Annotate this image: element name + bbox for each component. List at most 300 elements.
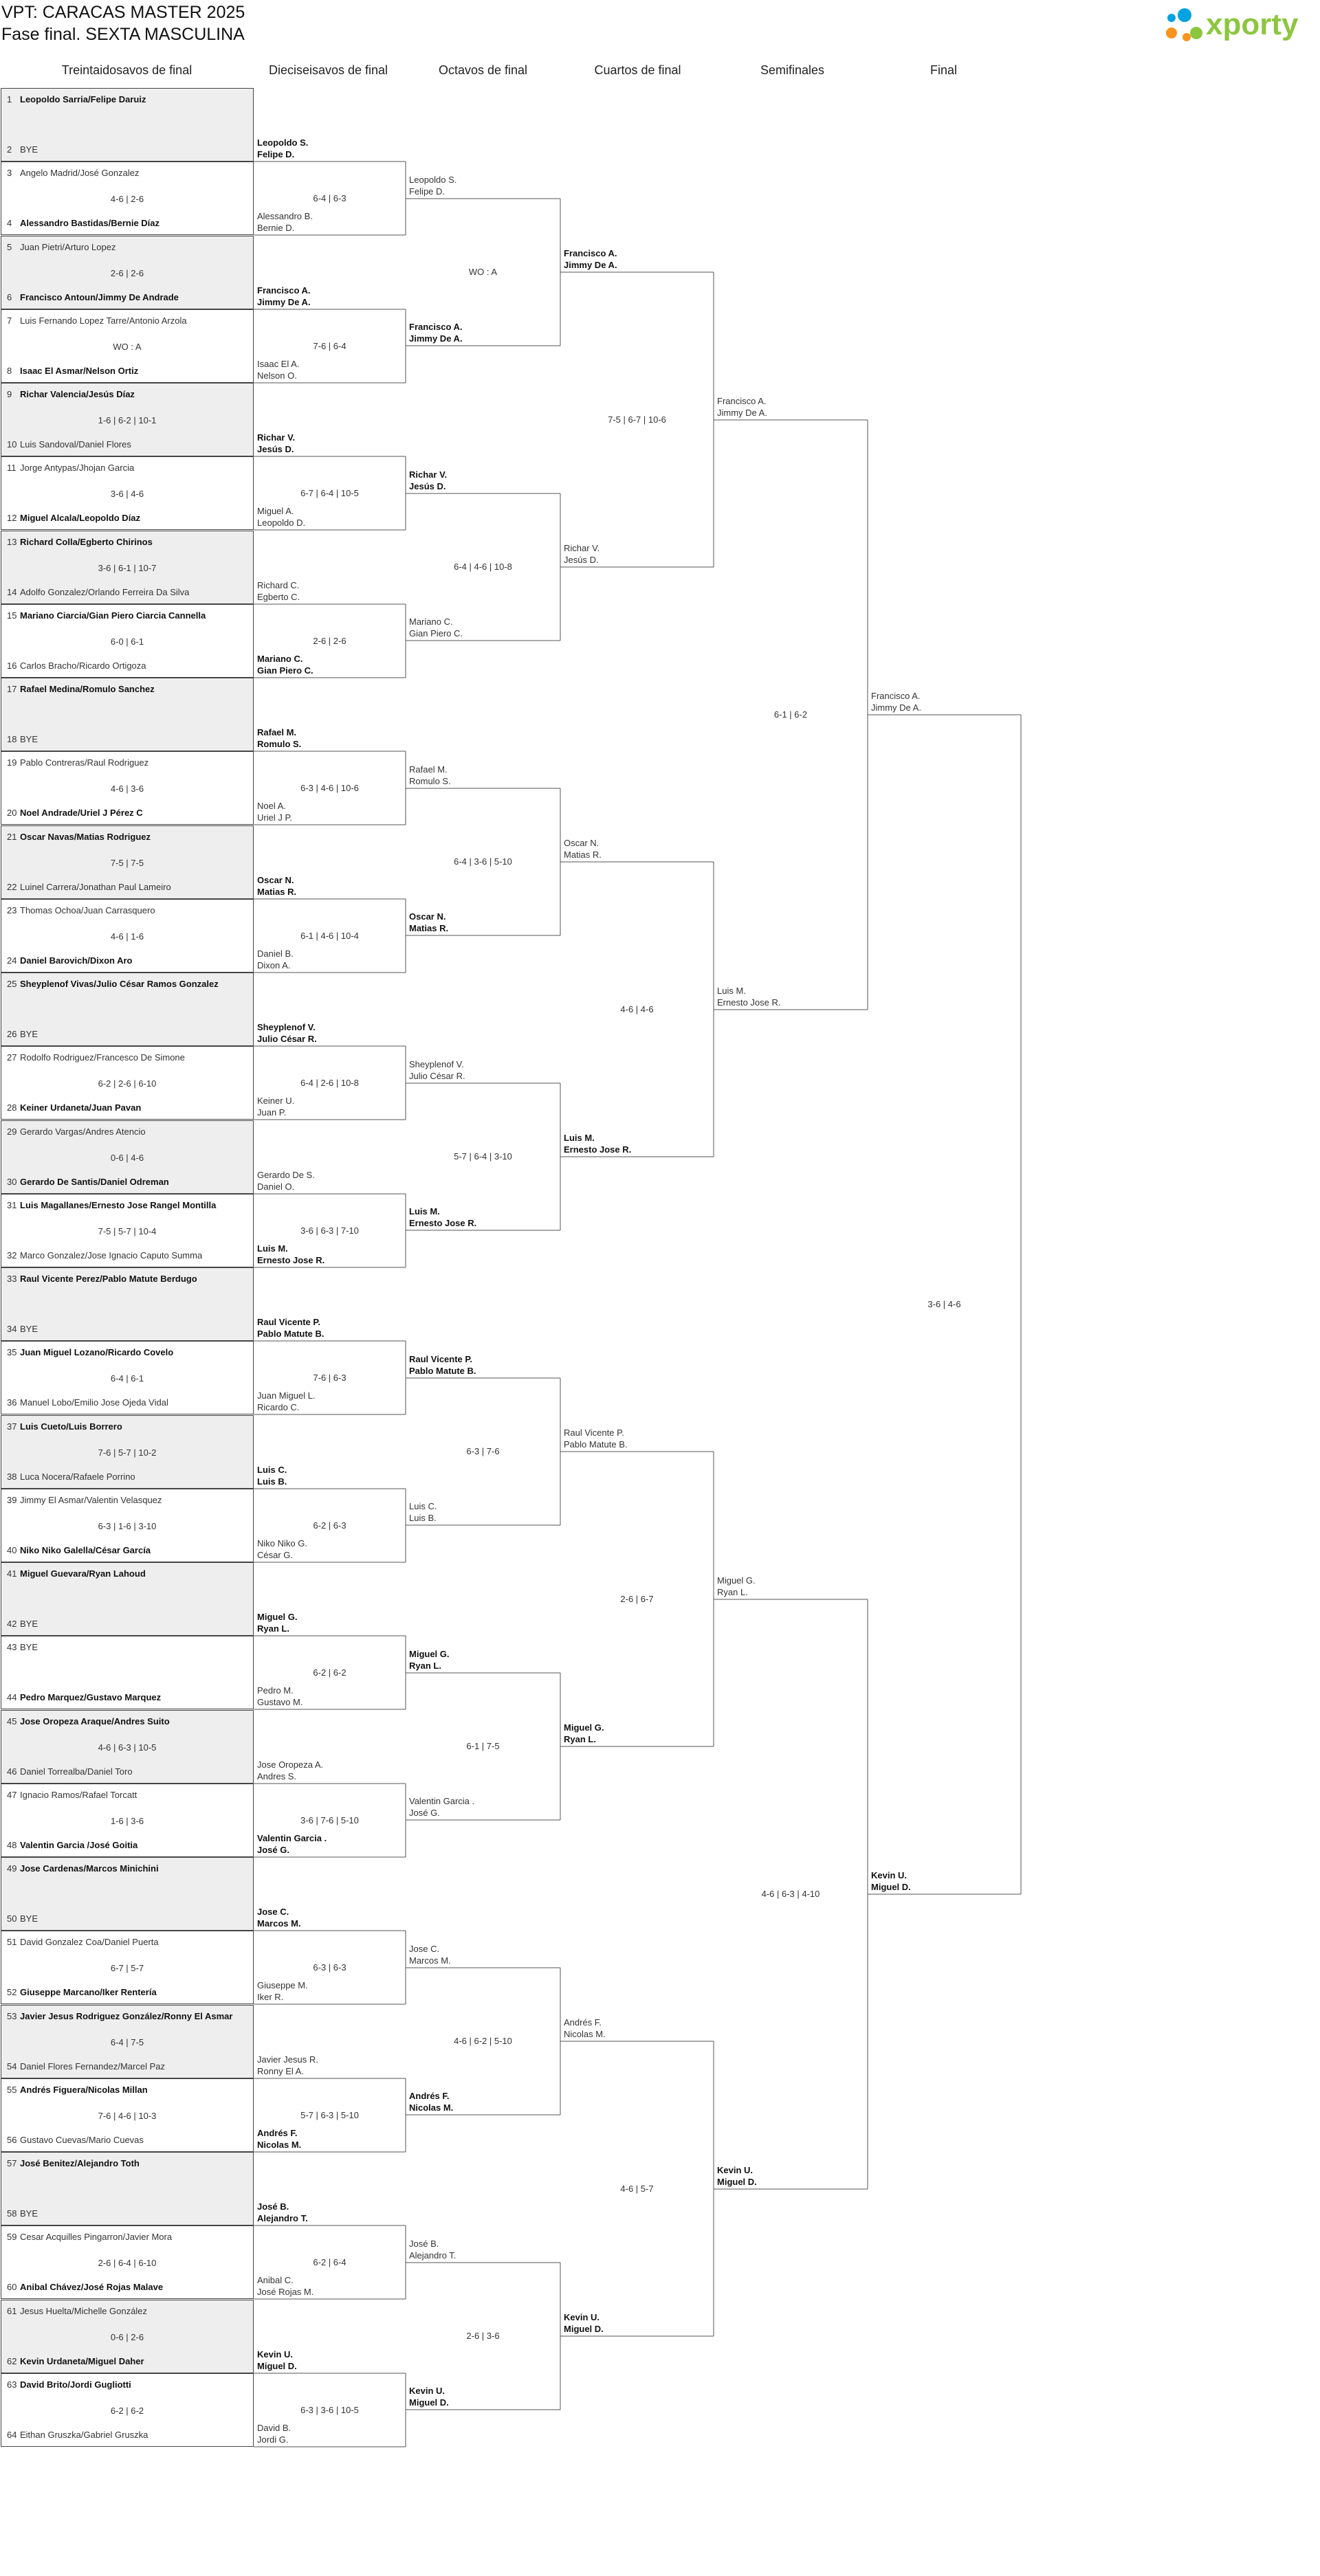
match-score: 4-6 | 4-6 — [620, 1003, 654, 1014]
match-score: 6-3 | 3-6 | 10-5 — [300, 2404, 359, 2415]
seed-number: 19 — [7, 757, 17, 768]
logo-text: xporty — [1206, 8, 1299, 41]
team-name: Miguel G. — [409, 1649, 450, 1659]
seed-number: 47 — [7, 1789, 17, 1800]
match-score: 7-6 | 6-4 — [313, 340, 346, 351]
team-name: Luis Sandoval/Daniel Flores — [20, 439, 131, 449]
team-name: Jimmy De A. — [717, 408, 767, 418]
team-name: Kevin U. — [564, 2312, 600, 2322]
seed-number: 56 — [7, 2134, 17, 2145]
match-score: 6-3 | 6-3 — [313, 1962, 346, 1973]
seed-number: 4 — [7, 218, 12, 229]
team-name: Jimmy De A. — [871, 702, 921, 713]
team-name: BYE — [20, 144, 38, 155]
team-name: Ricardo C. — [257, 1402, 300, 1412]
team-name: Gian Piero C. — [409, 628, 463, 639]
seed-number: 44 — [7, 1692, 17, 1703]
team-name: Pablo Matute B. — [257, 1329, 324, 1339]
seed-number: 10 — [7, 439, 17, 449]
seed-number: 12 — [7, 513, 17, 524]
team-name: Egberto C. — [257, 592, 300, 602]
seed-number: 13 — [7, 536, 17, 547]
team-name: Ryan L. — [257, 1623, 289, 1634]
match-score: 1-6 | 6-2 | 10-1 — [98, 415, 157, 425]
match-score: 5-7 | 6-4 | 3-10 — [454, 1151, 512, 1162]
team-name: Marcos M. — [409, 1955, 451, 1966]
team-name: Romulo S. — [409, 776, 451, 786]
match-score: 2-6 | 6-7 — [620, 1593, 654, 1604]
team-name: Miguel D. — [564, 2324, 604, 2334]
match-score: 6-2 | 6-2 — [313, 1667, 346, 1678]
team-name: José G. — [409, 1808, 440, 1818]
match-score: WO : A — [468, 267, 498, 277]
seed-number: 1 — [7, 94, 12, 104]
match-score: 6-2 | 2-6 | 6-10 — [98, 1078, 157, 1089]
match-score: 6-2 | 6-3 — [313, 1520, 346, 1531]
match-score: 4-6 | 3-6 — [110, 784, 144, 795]
round-header-r6: Final — [930, 63, 957, 77]
team-name: Luis Cueto/Luis Borrero — [20, 1421, 122, 1432]
team-name: Andrés F. — [409, 2091, 450, 2101]
team-name: Gerardo De Santis/Daniel Odreman — [20, 1176, 169, 1187]
team-name: BYE — [20, 1324, 38, 1334]
seed-number: 9 — [7, 389, 12, 399]
match-score: 6-4 | 7-5 — [110, 2036, 144, 2047]
match-score: 2-6 | 3-6 — [466, 2331, 500, 2341]
team-name: Jose Oropeza A. — [257, 1759, 324, 1770]
team-name: Nicolas M. — [257, 2140, 302, 2150]
seed-number: 11 — [7, 463, 16, 474]
team-name: Andrés F. — [564, 2017, 602, 2028]
team-name: Andrés F. — [257, 2128, 298, 2138]
team-name: Andrés Figuera/Nicolas Millan — [20, 2084, 148, 2095]
team-name: Richar V. — [564, 543, 600, 553]
team-name: Miguel Alcala/Leopoldo Díaz — [20, 513, 141, 524]
team-name: Mariano C. — [257, 654, 303, 664]
team-name: Jose C. — [409, 1944, 440, 1954]
team-name: Jimmy De A. — [564, 260, 617, 270]
team-name: Miguel D. — [409, 2397, 449, 2408]
seed-number: 63 — [7, 2379, 17, 2390]
match-score: 6-4 | 6-1 — [110, 1373, 144, 1384]
seed-number: 43 — [7, 1642, 17, 1653]
team-name: Jose Cardenas/Marcos Minichini — [20, 1863, 159, 1874]
match-score: 6-7 | 6-4 | 10-5 — [300, 487, 359, 498]
seed-number: 30 — [7, 1176, 17, 1187]
match-score: 1-6 | 3-6 — [110, 1815, 144, 1826]
match-score: 6-4 | 3-6 | 5-10 — [454, 856, 512, 867]
seed-number: 35 — [7, 1347, 17, 1358]
seed-number: 24 — [7, 955, 17, 966]
team-name: Sheyplenof Vivas/Julio César Ramos Gonzalez — [20, 979, 219, 989]
team-name: Luinel Carrera/Jonathan Paul Lameiro — [20, 881, 171, 892]
team-name: Sheyplenof V. — [257, 1022, 316, 1032]
team-name: Bernie D. — [257, 223, 295, 233]
match-score: 2-6 | 2-6 — [313, 635, 346, 646]
team-name: Alessandro Bastidas/Bernie Díaz — [20, 218, 160, 229]
team-name: Richard C. — [257, 580, 300, 590]
team-name: Pablo Contreras/Raul Rodriguez — [20, 757, 149, 768]
seed-number: 55 — [7, 2084, 17, 2095]
team-name: José Rojas M. — [257, 2287, 314, 2297]
seed-number: 51 — [7, 1937, 17, 1948]
seed-number: 64 — [7, 2429, 17, 2440]
team-name: Oscar N. — [409, 911, 446, 922]
team-name: Eithan Gruszka/Gabriel Gruszka — [20, 2429, 148, 2440]
seed-number: 36 — [7, 1397, 17, 1408]
team-name: Richar V. — [257, 432, 296, 443]
round-header-r1: Treintaidosavos de final — [61, 63, 192, 77]
team-name: Anibal Chávez/José Rojas Malave — [20, 2282, 164, 2293]
seed-number: 41 — [7, 1568, 17, 1579]
team-name: Miguel A. — [257, 506, 294, 516]
team-name: Jesús D. — [257, 444, 294, 454]
match-score: 3-6 | 4-6 — [927, 1299, 961, 1309]
seed-number: 26 — [7, 1029, 17, 1039]
team-name: Manuel Lobo/Emilio Jose Ojeda Vidal — [20, 1397, 168, 1408]
team-name: Anibal C. — [257, 2275, 294, 2285]
team-name: Richar V. — [409, 469, 448, 480]
team-name: Luis Fernando Lopez Tarre/Antonio Arzola — [20, 315, 187, 326]
team-name: David Brito/Jordi Gugliotti — [20, 2379, 131, 2390]
match-score: 6-0 | 6-1 — [110, 636, 144, 647]
team-name: Daniel Barovich/Dixon Aro — [20, 955, 133, 966]
team-name: Isaac El A. — [257, 359, 300, 369]
team-name: Valentin Garcia . — [257, 1833, 327, 1843]
team-name: Daniel O. — [257, 1181, 295, 1192]
team-name: Rafael M. — [409, 764, 448, 775]
team-name: Marcos M. — [257, 1918, 301, 1929]
team-name: Pedro M. — [257, 1685, 294, 1696]
team-name: Andres S. — [257, 1771, 297, 1781]
team-name: Mariano C. — [409, 617, 453, 627]
team-name: José B. — [257, 2201, 289, 2212]
team-name: Francisco A. — [717, 396, 767, 406]
team-name: Ronny El A. — [257, 2066, 304, 2076]
team-name: Gustavo Cuevas/Mario Cuevas — [20, 2134, 144, 2145]
team-name: Nelson O. — [257, 370, 297, 381]
team-name: Gerardo De S. — [257, 1170, 315, 1180]
seed-number: 60 — [7, 2282, 17, 2293]
team-name: José B. — [409, 2239, 439, 2249]
team-name: Gustavo M. — [257, 1697, 303, 1707]
seed-number: 42 — [7, 1619, 17, 1629]
team-name: David B. — [257, 2423, 292, 2433]
match-score: 0-6 | 4-6 — [110, 1152, 144, 1163]
seed-number: 7 — [7, 315, 12, 326]
seed-number: 3 — [7, 168, 12, 179]
team-name: Romulo S. — [257, 739, 302, 749]
match-score: 6-1 | 7-5 — [466, 1741, 500, 1751]
team-name: Thomas Ochoa/Juan Carrasquero — [20, 904, 155, 915]
seed-number: 17 — [7, 684, 17, 694]
match-score: 7-6 | 5-7 | 10-2 — [98, 1447, 157, 1458]
team-name: Luis B. — [409, 1513, 437, 1523]
team-name: Luis C. — [409, 1501, 437, 1511]
team-name: Pablo Matute B. — [409, 1366, 476, 1376]
seed-number: 40 — [7, 1544, 17, 1555]
team-name: Alejandro T. — [257, 2213, 308, 2223]
seed-number: 48 — [7, 1839, 17, 1850]
match-score: 6-3 | 4-6 | 10-6 — [300, 782, 359, 793]
team-name: Oscar N. — [257, 875, 294, 885]
seed-number: 28 — [7, 1102, 17, 1113]
team-name: Ernesto Jose R. — [564, 1144, 632, 1155]
team-name: BYE — [20, 1619, 38, 1629]
match-score: 7-5 | 6-7 | 10-6 — [608, 414, 666, 425]
team-name: BYE — [20, 1913, 38, 1924]
team-name: Jose Oropeza Araque/Andres Suito — [20, 1716, 170, 1726]
match-score: 0-6 | 2-6 — [110, 2331, 144, 2342]
team-name: Matias R. — [409, 923, 449, 933]
match-score: 3-6 | 7-6 | 5-10 — [300, 1814, 359, 1825]
team-name: Keiner Urdaneta/Juan Pavan — [20, 1102, 142, 1113]
team-name: Gian Piero C. — [257, 665, 314, 676]
team-name: Giuseppe M. — [257, 1980, 308, 1990]
match-score: 4-6 | 5-7 — [620, 2183, 654, 2194]
seed-number: 23 — [7, 904, 17, 915]
seed-number: 15 — [7, 610, 17, 621]
team-name: Luca Nocera/Rafaele Porrino — [20, 1471, 135, 1482]
team-name: Ernesto Jose R. — [257, 1255, 325, 1265]
team-name: Leopoldo D. — [257, 518, 306, 528]
match-score: 6-4 | 2-6 | 10-8 — [300, 1077, 359, 1088]
seed-number: 37 — [7, 1421, 17, 1432]
team-name: Leopoldo Sarria/Felipe Daruiz — [20, 94, 146, 104]
team-name: Angelo Madrid/José Gonzalez — [20, 168, 140, 179]
team-name: David Gonzalez Coa/Daniel Puerta — [20, 1937, 159, 1948]
team-name: Miguel G. — [257, 1612, 298, 1622]
team-name: Luis Magallanes/Ernesto Jose Rangel Montilla — [20, 1199, 217, 1210]
seed-number: 58 — [7, 2208, 17, 2219]
team-name: Ernesto Jose R. — [717, 997, 781, 1008]
seed-number: 25 — [7, 979, 17, 989]
seed-number: 22 — [7, 881, 17, 892]
team-name: Miguel D. — [717, 2177, 757, 2187]
team-name: Jimmy El Asmar/Valentin Velasquez — [20, 1494, 162, 1505]
match-score: 3-6 | 6-1 | 10-7 — [98, 562, 157, 573]
team-name: Alejandro T. — [409, 2250, 456, 2261]
team-name: BYE — [20, 734, 38, 744]
seed-number: 38 — [7, 1471, 17, 1482]
seed-number: 5 — [7, 241, 12, 252]
team-name: Francisco A. — [564, 248, 617, 258]
match-score: 4-6 | 6-2 | 5-10 — [454, 2036, 512, 2046]
page-title: VPT: CARACAS MASTER 2025 — [1, 3, 245, 22]
match-score: 6-3 | 1-6 | 3-10 — [98, 1520, 157, 1531]
team-name: Jesus Huelta/Michelle González — [20, 2305, 147, 2316]
match-score: 6-4 | 4-6 | 10-8 — [454, 562, 512, 572]
team-name: Jimmy De A. — [257, 297, 311, 307]
team-name: Cesar Acquilles Pingarron/Javier Mora — [20, 2232, 173, 2243]
team-name: Sheyplenof V. — [409, 1059, 464, 1069]
team-name: Daniel Flores Fernandez/Marcel Paz — [20, 2061, 165, 2072]
match-score: 2-6 | 2-6 — [110, 267, 144, 278]
team-name: Kevin Urdaneta/Miguel Daher — [20, 2355, 144, 2366]
team-name: Francisco Antoun/Jimmy De Andrade — [20, 291, 179, 302]
round-header-r2: Dieciseisavos de final — [268, 63, 388, 77]
seed-number: 18 — [7, 734, 17, 744]
team-name: Juan Miguel L. — [257, 1390, 316, 1401]
round-header-r3: Octavos de final — [438, 63, 528, 77]
team-name: Jordi G. — [257, 2434, 289, 2445]
seed-number: 54 — [7, 2061, 17, 2072]
team-name: BYE — [20, 2208, 38, 2219]
match-score: 6-3 | 7-6 — [466, 1446, 500, 1456]
team-name: Alessandro B. — [257, 211, 313, 221]
match-score: 5-7 | 6-3 | 5-10 — [300, 2109, 359, 2120]
seed-number: 27 — [7, 1052, 17, 1063]
team-name: Matias R. — [564, 850, 602, 860]
team-name: Uriel J P. — [257, 812, 293, 823]
match-score: 6-2 | 6-4 — [313, 2256, 346, 2267]
seed-number: 61 — [7, 2305, 17, 2316]
team-name: Gerardo Vargas/Andres Atencio — [20, 1126, 146, 1137]
team-name: Miguel D. — [871, 1882, 911, 1892]
seed-number: 31 — [7, 1199, 17, 1210]
match-score: WO : A — [113, 341, 142, 352]
match-score: 6-4 | 6-3 — [313, 192, 346, 203]
seed-number: 45 — [7, 1716, 17, 1726]
team-name: Niko Niko G. — [257, 1538, 307, 1548]
team-name: Julio César R. — [409, 1071, 465, 1081]
match-score: 6-7 | 5-7 — [110, 1963, 144, 1974]
team-name: Matias R. — [257, 887, 297, 897]
seed-number: 62 — [7, 2355, 17, 2366]
team-name: Ryan L. — [564, 1734, 596, 1744]
team-name: Richar Valencia/Jesús Díaz — [20, 389, 135, 399]
match-score: 6-1 | 6-2 — [773, 709, 808, 720]
team-name: Oscar Navas/Matias Rodriguez — [20, 831, 151, 842]
team-name: Nicolas M. — [564, 2029, 606, 2039]
seed-number: 49 — [7, 1863, 17, 1874]
team-name: Luis B. — [257, 1476, 287, 1487]
seed-number: 46 — [7, 1766, 17, 1777]
seed-number: 21 — [7, 831, 17, 842]
team-name: Valentin Garcia /José Goitia — [20, 1839, 138, 1850]
team-name: Felipe D. — [409, 186, 446, 197]
team-name: Mariano Ciarcia/Gian Piero Ciarcia Cannella — [20, 610, 206, 621]
team-name: Daniel B. — [257, 948, 294, 959]
seed-number: 20 — [7, 808, 17, 819]
team-name: Felipe D. — [257, 149, 295, 159]
page-subtitle: Fase final. SEXTA MASCULINA — [1, 25, 245, 44]
team-name: Kevin U. — [257, 2349, 294, 2360]
team-name: Raul Vicente Perez/Pablo Matute Berdugo — [20, 1274, 197, 1284]
team-name: Miguel D. — [257, 2361, 297, 2371]
team-name: Jorge Antypas/Jhojan Garcia — [20, 463, 135, 474]
match-score: 6-2 | 6-2 — [110, 2405, 144, 2416]
team-name: Ryan L. — [409, 1661, 441, 1671]
round-header-r4: Cuartos de final — [594, 63, 681, 77]
seed-number: 52 — [7, 1987, 17, 1998]
team-name: José Benitez/Alejandro Toth — [20, 2158, 140, 2168]
seed-number: 50 — [7, 1913, 17, 1924]
team-name: Valentin Garcia . — [409, 1796, 475, 1806]
team-name: Luis M. — [717, 986, 746, 996]
team-name: Jimmy De A. — [409, 333, 463, 344]
team-name: Iker R. — [257, 1992, 284, 2002]
seed-number: 33 — [7, 1274, 17, 1284]
team-name: BYE — [20, 1642, 38, 1653]
team-name: Keiner U. — [257, 1096, 295, 1106]
team-name: Francisco A. — [257, 285, 311, 296]
team-name: Javier Jesus Rodriguez González/Ronny El Asmar — [20, 2010, 233, 2021]
team-name: Raul Vicente P. — [409, 1354, 473, 1364]
match-score: 3-6 | 4-6 — [110, 489, 144, 500]
team-name: BYE — [20, 1029, 38, 1039]
match-score: 7-6 | 6-3 — [313, 1372, 346, 1383]
team-name: Oscar N. — [564, 838, 600, 848]
seed-number: 29 — [7, 1126, 17, 1137]
team-name: Kevin U. — [871, 1870, 908, 1880]
team-name: Adolfo Gonzalez/Orlando Ferreira Da Silva — [20, 586, 190, 597]
seed-number: 59 — [7, 2232, 17, 2243]
team-name: José G. — [257, 1845, 289, 1855]
team-name: Luis M. — [257, 1243, 288, 1254]
team-name: Jesús D. — [564, 555, 599, 565]
match-score: 7-5 | 5-7 | 10-4 — [98, 1225, 157, 1236]
team-name: Miguel Guevara/Ryan Lahoud — [20, 1568, 146, 1579]
seed-number: 14 — [7, 586, 17, 597]
team-name: Pedro Marquez/Gustavo Marquez — [20, 1692, 162, 1703]
seed-number: 53 — [7, 2010, 17, 2021]
team-name: Francisco A. — [409, 322, 463, 332]
team-name: Noel Andrade/Uriel J Pérez C — [20, 808, 143, 819]
team-name: Luis M. — [564, 1133, 595, 1143]
seed-number: 57 — [7, 2158, 17, 2168]
match-score: 7-5 | 7-5 — [110, 857, 144, 868]
seed-number: 34 — [7, 1324, 17, 1334]
team-name: Nicolas M. — [409, 2102, 454, 2113]
team-name: Miguel G. — [717, 1575, 756, 1586]
team-name: Pablo Matute B. — [564, 1439, 628, 1450]
team-name: Richard Colla/Egberto Chirinos — [20, 536, 153, 547]
team-name: Kevin U. — [409, 2386, 446, 2396]
team-name: Carlos Bracho/Ricardo Ortigoza — [20, 660, 146, 671]
team-name: Kevin U. — [717, 2165, 754, 2175]
team-name: Luis C. — [257, 1465, 287, 1475]
team-name: Isaac El Asmar/Nelson Ortiz — [20, 365, 139, 376]
match-score: 4-6 | 6-3 | 4-10 — [761, 1889, 820, 1899]
team-name: Jesús D. — [409, 481, 446, 491]
match-score: 3-6 | 6-3 | 7-10 — [300, 1225, 359, 1236]
team-name: Javier Jesus R. — [257, 2054, 318, 2065]
team-name: Daniel Torrealba/Daniel Toro — [20, 1766, 133, 1777]
team-name: Juan Miguel Lozano/Ricardo Covelo — [20, 1347, 174, 1358]
team-name: Giuseppe Marcano/Iker Rentería — [20, 1987, 157, 1998]
seed-number: 6 — [7, 291, 12, 302]
match-score: 4-6 | 1-6 — [110, 931, 144, 942]
team-name: Juan Pietri/Arturo Lopez — [20, 241, 116, 252]
team-name: Marco Gonzalez/Jose Ignacio Caputo Summa — [20, 1250, 203, 1261]
team-name: Ignacio Ramos/Rafael Torcatt — [20, 1789, 138, 1800]
team-name: Juan P. — [257, 1107, 287, 1118]
seed-number: 32 — [7, 1250, 17, 1261]
team-name: Ryan L. — [717, 1587, 748, 1597]
match-score: 2-6 | 6-4 | 6-10 — [98, 2258, 157, 2269]
match-score: 7-6 | 4-6 | 10-3 — [98, 2110, 157, 2121]
team-name: César G. — [257, 1550, 294, 1560]
team-name: Leopoldo S. — [409, 175, 457, 185]
seed-number: 8 — [7, 365, 12, 376]
team-name: Jose C. — [257, 1907, 289, 1917]
match-score: 4-6 | 2-6 — [110, 194, 144, 205]
match-score: 4-6 | 6-3 | 10-5 — [98, 1742, 157, 1753]
team-name: Julio César R. — [257, 1034, 317, 1044]
seed-number: 2 — [7, 144, 12, 155]
team-name: Francisco A. — [871, 691, 921, 701]
